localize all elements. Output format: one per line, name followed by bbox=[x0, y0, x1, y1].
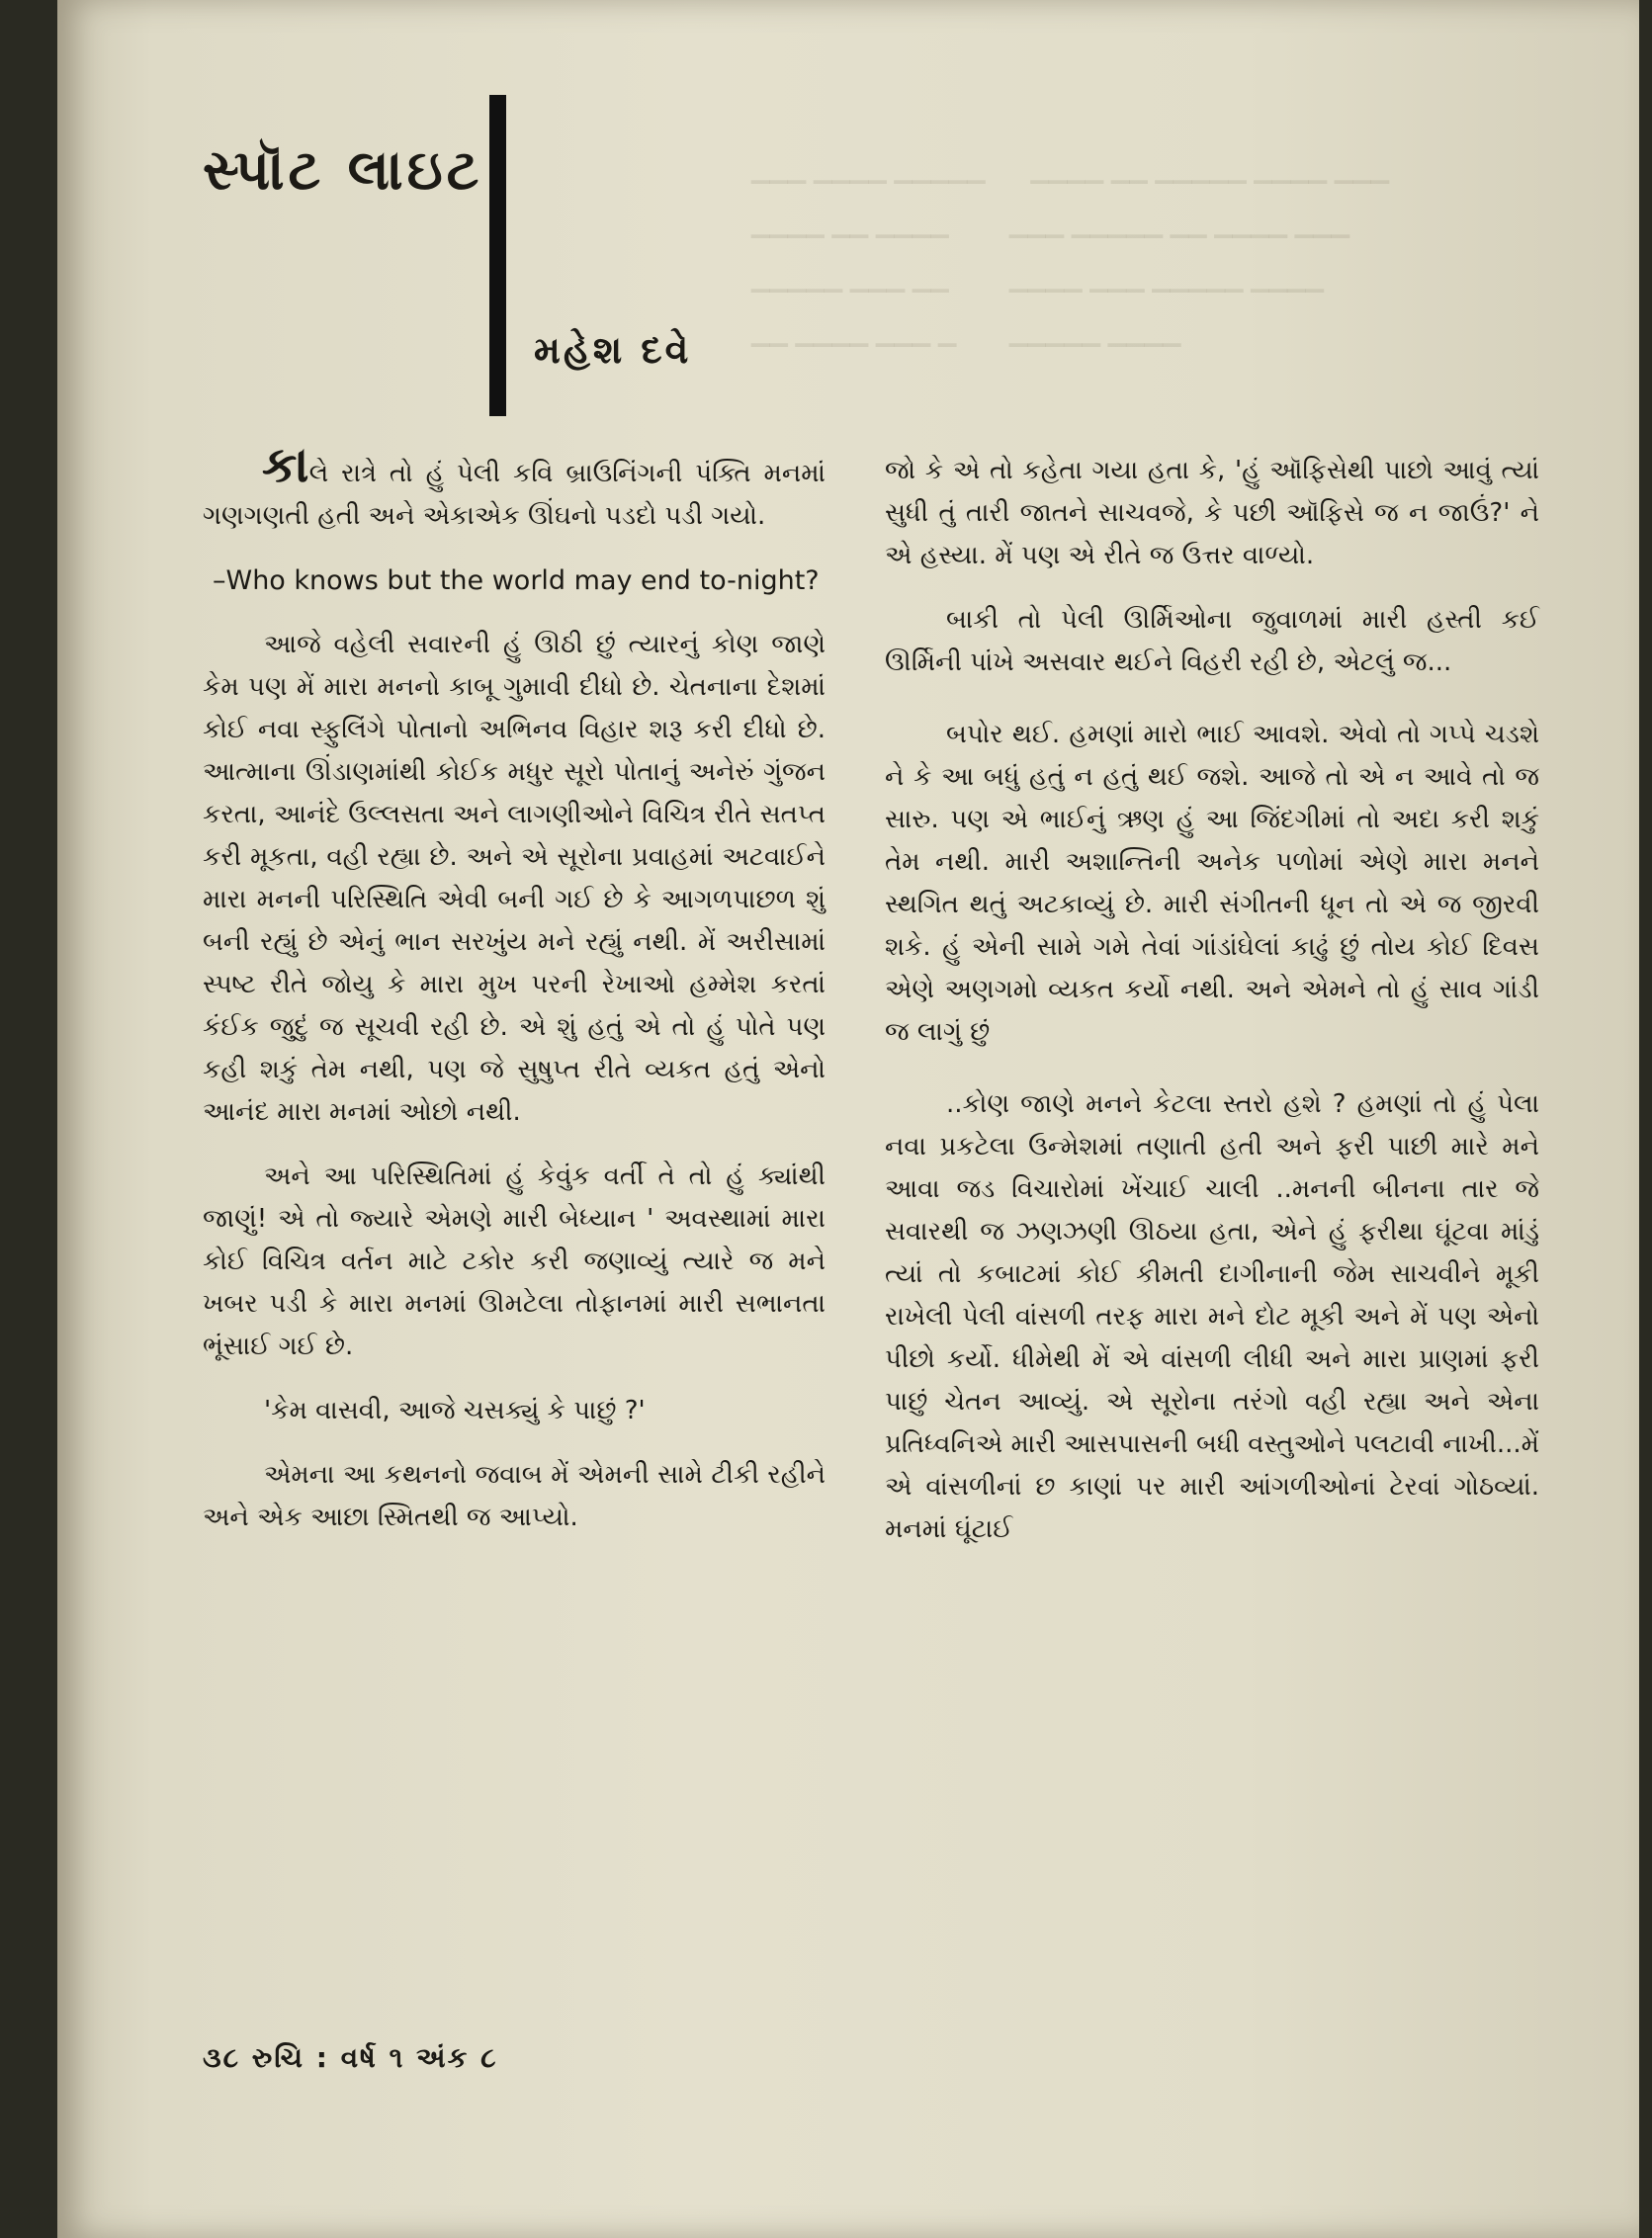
author-name: મહેશ દવે bbox=[534, 328, 692, 372]
paragraph-text: લે રાત્રે તો હું પેલી કવિ બ્રાઉનિંગની પંક્તિ મનમાં ગણગણતી હતી અને એકાએક ઊંઘનો પડદો પડી ગયો. bbox=[203, 459, 826, 531]
page-footer: ૩૮ રુચિ : વર્ષ ૧ અંક ૮ bbox=[203, 2041, 498, 2074]
paragraph bbox=[203, 436, 826, 538]
title-divider-bar bbox=[489, 95, 506, 416]
bleed-through-texture: ▁▁▁ ▁▁▁▁ ▁▁▁▁▁ ▁▁▁▁ ▁▁ ▁▁▁▁▁ ▁▁▁▁ ▁▁▁ ▁▁▁▁ ▁▁ ▁▁▁▁ ▁▁▁ ▁▁▁▁▁ ▁▁ ▁▁▁▁ ▁▁▁ ▁▁▁▁▁ ▁▁▁ ▁▁ ▁▁▁▁ ▁▁▁ ▁▁▁▁▁ ▁▁▁▁ ▁▁ ▁▁▁▁ ▁▁▁ ▁ ▁▁▁▁▁ ▁▁▁▁ bbox=[751, 156, 1390, 347]
paragraph: ..કોણ જાણે મનને કેટલા સ્તરો હશે ? હમણાં તો હું પેલા નવા પ્રકટેલા ઉન્મેશમાં તણાતી હતી અને ફરી પાછી મારે મને આવા જડ વિચારોમાં ખેંચાઈ ચાલી ..મનની બીનના તાર જે સવારથી જ ઝણઝણી ઊઠયા હતા, એને હું ફરીથા ઘૂંટવા માંડું ત્યાં તો કબાટમાં કોઈ કીમતી દાગીનાની જેમ સાચવીને મૂકી રાખેલી પેલી વાંસળી તરફ મારા મને દોટ મૂકી અને મેં પણ એનો પીછો કર્યો. ધીમેથી મેં એ વાંસળી લીધી અને મારા પ્રાણમાં ફરી પાછું ચેતન આવ્યું. એ સૂરોના તરંગો વહી રહ્યા અને એના પ્રતિધ્વનિએ મારી આસપાસની બધી વસ્તુઓને પલટાવી નાખી...મેં એ વાંસળીનાં છ કાણાં પર મારી આંગળીઓનાં ટેરવાં ગોઠવ્યાં. મનમાં ઘૂંટાઈ bbox=[885, 1089, 1539, 1544]
drop-cap: કા bbox=[262, 436, 309, 493]
paragraph: બપોર થઈ. હમણાં મારો ભાઈ આવશે. એવો તો ગપ્પે ચડશે ને કે આ બધું હતું ન હતું થઈ જશે. આજે તો એ ન આવે તો જ સારુ. પણ એ ભાઈનું ઋણ હું આ જિંદગીમાં તો અદા કરી શકું તેમ નથી. મારી અશાન્તિની અનેક પળોમાં એણે મારા મનને સ્થગિત થતું અટકાવ્યું છે. મારી સંગીતની ધૂન તો એ જ જીરવી શકે. હું એની સામે ગમે તેવાં ગાંડાંઘેલાં કાઢું છું તોય કોઈ દિવસ એણે અણગમો વ્યકત કર્યો નથી. અને એમને તો હું સાવ ગાંડી જ લાગું છું bbox=[885, 720, 1539, 1047]
paragraph: જો કે એ તો કહેતા ગયા હતા કે, 'હું ઑફિસેથી પાછો આવું ત્યાં સુધી તું તારી જાતને સાચવજે, કે પછી ઑફિસે જ ન જાઉં?' ને એ હસ્યા. મેં પણ એ રીતે જ ઉત્તર વાળ્યો. bbox=[885, 456, 1539, 570]
dialogue-line: 'કેમ વાસવી, આજે ચસક્યું કે પાછું ?' bbox=[264, 1396, 646, 1425]
paragraph: આજે વહેલી સવારની હું ઊઠી છું ત્યારનું કોણ જાણે કેમ પણ મેં મારા મનનો કાબૂ ગુમાવી દીધો છે. ચેતનાના દેશમાં કોઈ નવા સ્ફુલિંગે પોતાનો અભિનવ વિહાર શરૂ કરી દીધો છે. આત્માના ઊંડાણમાંથી કોઈક મધુર સૂરો પોતાનું અનેરું ગુંજન કરતા, આનંદે ઉલ્લસતા અને લાગણીઓને વિચિત્ર રીતે સતપ્ત કરી મૂકતા, વહી રહ્યા છે. અને એ સૂરોના પ્રવાહમાં અટવાઈને મારા મનની પરિસ્થિતિ એવી બની ગઈ છે કે આગળપાછળ શું બની રહ્યું છે એનું ભાન સરખુંય મને રહ્યું નથી. મેં અરીસામાં સ્પષ્ટ રીતે જોયુ કે મારા મુખ પરની રેખાઓ હમ્મેશ કરતાં કંઈક જુદું જ સૂચવી રહી છે. એ શું હતું એ તો હું પોતે પણ કહી શકું તેમ નથી, પણ જે સુષુપ્ત રીતે વ્યકત હતું એનો આનંદ મારા મનમાં ઓછો નથી. bbox=[203, 630, 826, 1127]
paragraph: અને આ પરિસ્થિતિમાં હું કેવુંક વર્તી તે તો હું ક્યાંથી જાણું! એ તો જ્યારે એમણે મારી બેધ્યાન ' અવસ્થામાં મારા કોઈ વિચિત્ર વર્તન માટે ટકોર કરી જણાવ્યું ત્યારે જ મને ખબર પડી કે મારા મનમાં ઊમટેલા તોફાનમાં મારી સભાનતા ભૂંસાઈ ગઈ છે. bbox=[203, 1162, 826, 1361]
quote-english: –Who knows but the world may end to-night? bbox=[213, 565, 820, 596]
right-column bbox=[885, 450, 1539, 1573]
paragraph: એમના આ કથનનો જવાબ મેં એમની સામે ટીકી રહીને અને એક આછા સ્મિતથી જ આપ્યો. bbox=[203, 1460, 826, 1532]
section-title: સ્પૉટ લાઇટ bbox=[203, 138, 483, 203]
paragraph: બાકી તો પેલી ઊર્મિઓના જુવાળમાં મારી હસ્તી કઈ ઊર્મિની પાંખે અસવાર થઈને વિહરી રહી છે, એટલું જ... bbox=[885, 605, 1539, 677]
left-column bbox=[203, 436, 826, 1561]
